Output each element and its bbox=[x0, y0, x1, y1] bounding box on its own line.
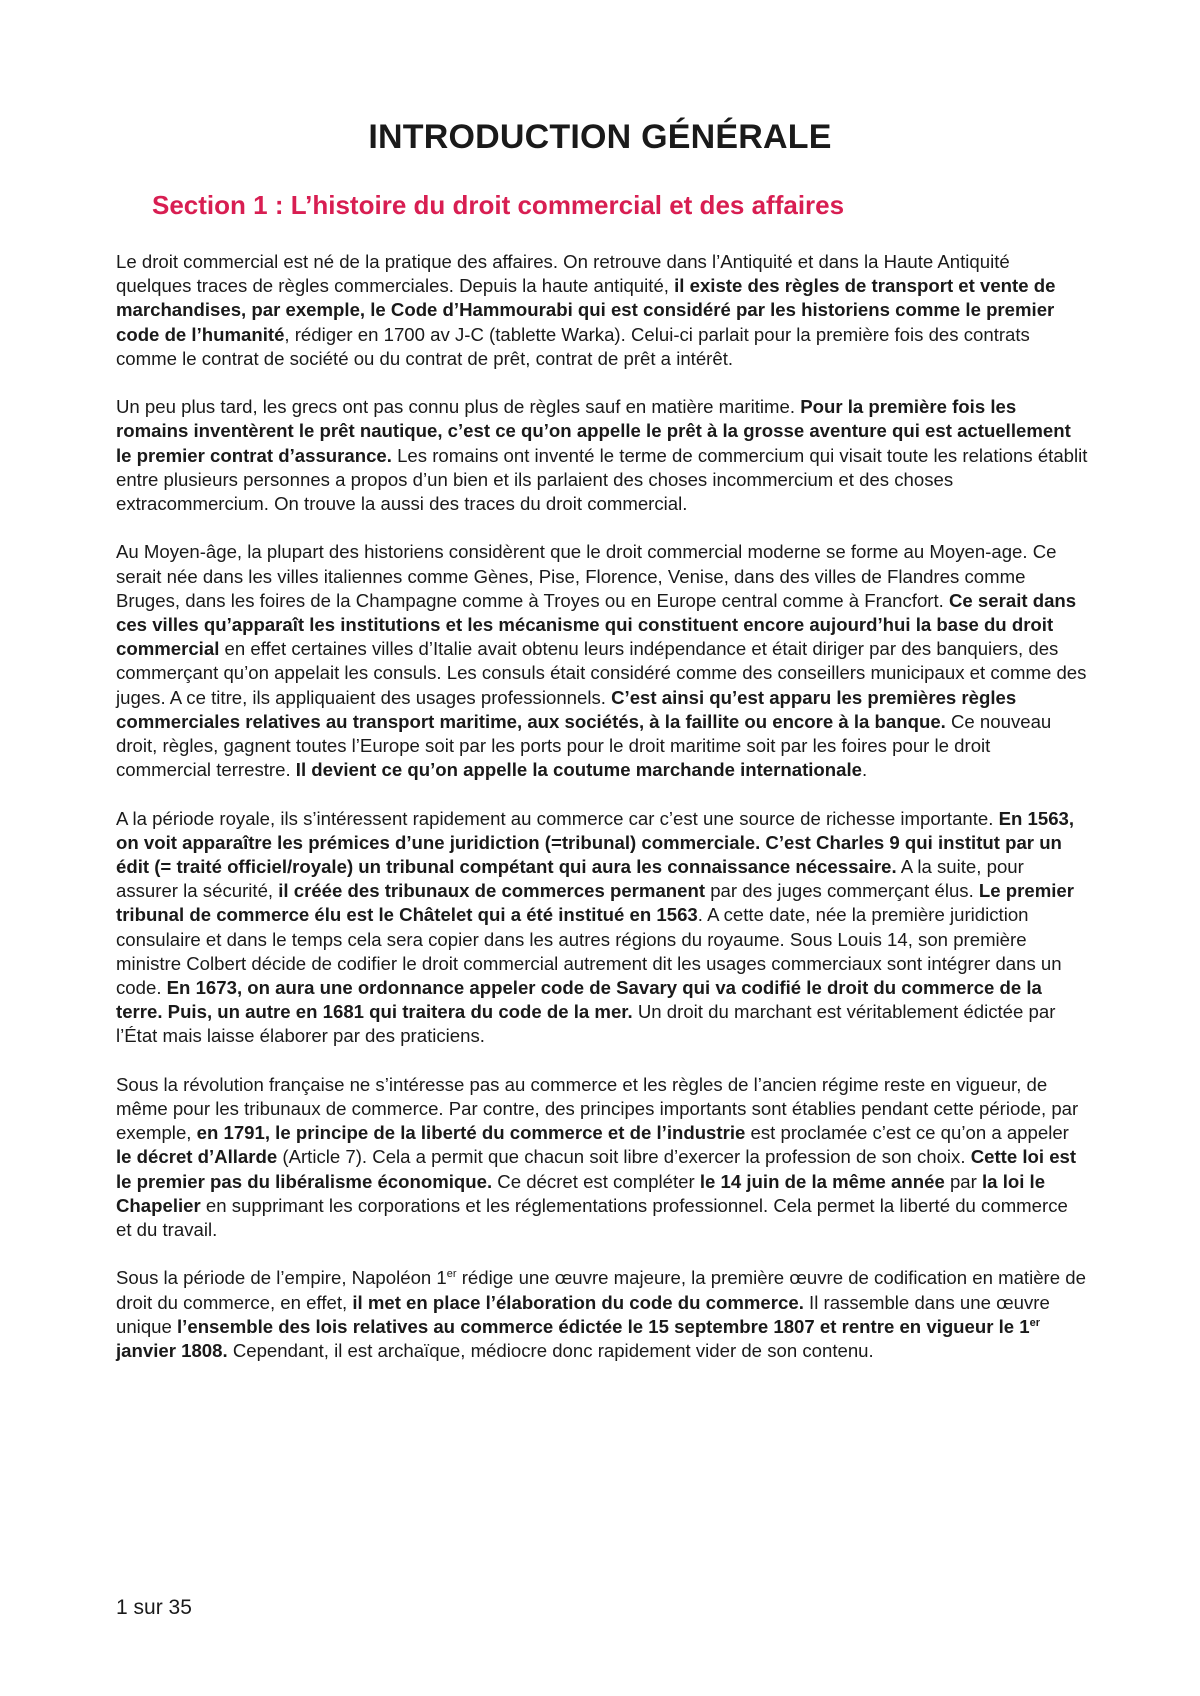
bold-text: il créée des tribunaux de commerces permanent bbox=[278, 880, 706, 902]
paragraph-text: par des juges commerçant élus. bbox=[705, 880, 979, 902]
bold-text: Le premier tribunal de commerce élu est le Châtelet qui a été institué en 1563 bbox=[116, 880, 1074, 926]
paragraph bbox=[116, 540, 1088, 782]
bold-text: le 14 juin de la même année bbox=[699, 1170, 945, 1192]
paragraph-text: . bbox=[862, 759, 868, 781]
bold-text: janvier 1808. bbox=[116, 1340, 228, 1362]
bold-text: en 1791, le principe de la liberté du commerce et de l’industrie bbox=[196, 1122, 746, 1144]
paragraph-text: rédige une œuvre majeure, la première œuvre de codification en matière de droit du commerce, en effet, bbox=[116, 1267, 1086, 1313]
paragraph-text: A la suite, pour assurer la sécurité, bbox=[116, 856, 1024, 902]
paragraph-text: Sous la période de l’empire, Napoléon 1 bbox=[116, 1267, 447, 1289]
paragraph-text: , rédiger en 1700 av J-C (tablette Warka). Celui-ci parlait pour la première fois des contrats comme le contrat de société ou du contrat de prêt, contrat de prêt a intérêt. bbox=[116, 323, 1030, 369]
paragraph bbox=[116, 1073, 1088, 1242]
bold-text: En 1563, on voit apparaître les prémices d’une juridiction (=tribunal) commerciale. C’est Charles 9 qui institut par un édit (= traité officiel/royale) un tribunal compétant qui aura les connaissance nécessaire. bbox=[116, 807, 1075, 878]
paragraph-text: Sous la révolution française ne s’intéresse pas au commerce et les règles de l’ancien régime reste en vigueur, de même pour les tribunaux de commerce. Par contre, des principes importants sont établies pendant cette période, par exemple, bbox=[116, 1073, 1079, 1144]
paragraph-text: Un peu plus tard, les grecs ont pas connu plus de règles sauf en matière maritime. bbox=[116, 396, 801, 418]
bold-text: Il devient ce qu’on appelle la coutume marchande internationale bbox=[295, 759, 862, 781]
paragraph-text: Les romains ont inventé le terme de commercium qui visait toute les relations établit entre plusieurs personnes a propos d’un bien et ils parlaient des choses incommercium et des choses extracommercium. On trouve la aussi des traces du droit commercial. bbox=[116, 444, 1088, 515]
bold-text: il existe des règles de transport et vente de marchandises, par exemple, le Code d’Hammourabi qui est considéré par les historiens comme le premier code de l’humanité bbox=[116, 275, 1056, 345]
paragraph-text: Ce décret est compléter bbox=[492, 1170, 700, 1192]
paragraph bbox=[116, 807, 1088, 1049]
paragraph bbox=[116, 250, 1088, 371]
bold-text: En 1673, on aura une ordonnance appeler code de Savary qui va codifié le droit du commerce de la terre. Puis, un autre en 1681 qui traitera du code de la mer. bbox=[116, 977, 1042, 1023]
superscript-text: er bbox=[1029, 1316, 1041, 1329]
bold-text: l’ensemble des lois relatives au commerce édictée le 15 septembre 1807 et rentre en vigueur le 1 bbox=[177, 1315, 1030, 1337]
paragraph bbox=[116, 395, 1088, 516]
page-title: INTRODUCTION GÉNÉRALE bbox=[368, 118, 832, 156]
paragraph-text: est proclamée c’est ce qu’on a appeler bbox=[745, 1122, 1069, 1144]
paragraph-text: en effet certaines villes d’Italie avait obtenu leurs indépendance et était diriger par des banquiers, des commerçant qu’on appelait les consuls. Les consuls était considéré comme des conseillers municipaux et comme des juges. A ce titre, ils appliquaient des usages professionnels. bbox=[116, 638, 1087, 708]
paragraph-text: Ce nouveau droit, règles, gagnent toutes l’Europe soit par les ports pour le droit maritime soit par les foires pour le droit commercial terrestre. bbox=[116, 710, 1052, 781]
page-number: 1 sur 35 bbox=[116, 1596, 192, 1619]
superscript-text: er bbox=[446, 1268, 457, 1281]
bold-text: C’est ainsi qu’est apparu les premières règles commerciales relatives au transport maritime, aux sociétés, à la faillite ou encore à la banque. bbox=[116, 686, 1017, 732]
bold-text: Pour la première fois les romains inventèrent le prêt nautique, c’est ce qu’on appelle le prêt à la grosse aventure qui est actuellement le premier contrat d’assurance. bbox=[116, 396, 1071, 466]
section-heading: Section 1 : L’histoire du droit commercial et des affaires bbox=[152, 190, 845, 220]
bold-text: il met en place l’élaboration du code du commerce. bbox=[352, 1291, 804, 1313]
body-text bbox=[116, 250, 1088, 1387]
bold-text: Ce serait dans ces villes qu’apparaît les institutions et les mécanisme qui constituent encore aujourd’hui la base du droit commercial bbox=[116, 589, 1077, 660]
bold-text: la loi le Chapelier bbox=[116, 1170, 1046, 1216]
paragraph-text: par bbox=[944, 1170, 983, 1192]
paragraph-text: Un droit du marchant est véritablement édictée par l’État mais laisse élaborer par des praticiens. bbox=[116, 1001, 1056, 1047]
paragraph-text: Cependant, il est archaïque, médiocre donc rapidement vider de son contenu. bbox=[227, 1340, 874, 1362]
bold-text: le décret d’Allarde bbox=[116, 1146, 278, 1168]
paragraph-text: (Article 7). Cela a permit que chacun soit libre d’exercer la profession de son choix. bbox=[277, 1146, 971, 1168]
paragraph-text: en supprimant les corporations et les réglementations professionnel. Cela permet la liberté du commerce et du travail. bbox=[116, 1194, 1068, 1241]
bold-text: Cette loi est le premier pas du libéralisme économique. bbox=[116, 1146, 1077, 1192]
paragraph-text: Au Moyen-âge, la plupart des historiens considèrent que le droit commercial moderne se forme au Moyen-age. Ce serait née dans les villes italiennes comme Gènes, Pise, Florence, Venise, dans des villes de Flandres comme Bruges, dans les foires de la Champagne comme à Troyes ou en Europe central comme à Francfort. bbox=[116, 541, 1057, 611]
paragraph-text: Il rassemble dans une œuvre unique bbox=[116, 1291, 1050, 1337]
paragraph-text: . A cette date, née la première juridiction consulaire et dans le temps cela sera copier dans les autres régions du royaume. Sous Louis 14, son première ministre Colbert décide de codifier le droit commercial autrement dit les usages commerciaux sont intégrer dans un code. bbox=[116, 904, 1062, 999]
paragraph bbox=[116, 1266, 1088, 1363]
paragraph-text: A la période royale, ils s’intéressent rapidement au commerce car c’est une source de richesse importante. bbox=[116, 807, 999, 829]
paragraph-text: Le droit commercial est né de la pratique des affaires. On retrouve dans l’Antiquité et dans la Haute Antiquité quelques traces de règles commerciales. Depuis la haute antiquité, bbox=[116, 251, 1010, 297]
